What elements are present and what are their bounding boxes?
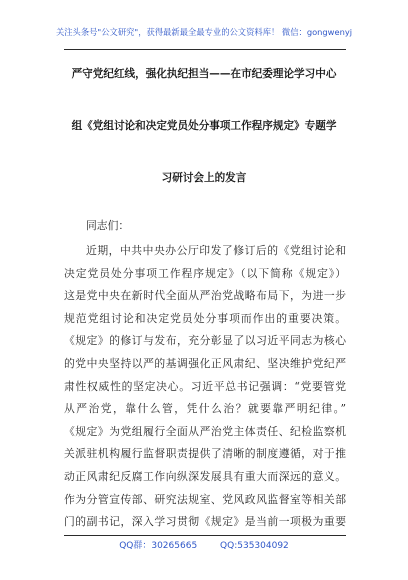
document-title-line-1: 严守党纪红线，强化执纪担当——在市纪委理论学习中心 (71, 68, 337, 80)
body-line: 的党中央坚持以严的基调强化正风肃纪、坚决维护党纪严 (64, 356, 346, 370)
body-line: 肃性权威性的坚定决心。习近平总书记强调：“党要管党 (64, 379, 346, 393)
body-line: 作为分管宣传部、研究法规室、党风政风监督室等相关部 (64, 492, 346, 506)
body-line: 从严治党，靠什么管，凭什么治？就要靠严明纪律。” (64, 402, 346, 416)
body-line: 《规定》为党组履行全面从严治党主体责任、纪检监察机 (64, 424, 346, 438)
header-divider (64, 49, 346, 50)
footer-qq-group: QQ群：30265665 (119, 541, 198, 551)
footer-qq-number: QQ:535304092 (220, 541, 289, 551)
body-line: 决定党员处分事项工作程序规定》（以下简称《规定》） (64, 266, 346, 280)
body-line: 《规定》的修订与发布，充分彰显了以习近平同志为核心 (64, 334, 346, 348)
body-line: 这是党中央在新时代全面从严治党战略布局下，为进一步 (64, 289, 346, 303)
document-title-line-3: 习研讨会上的发言 (161, 172, 247, 184)
body-line: 关派驻机构履行监督职责提供了清晰的制度遵循，对于推 (64, 447, 346, 461)
body-line: 动正风肃纪反腐工作向纵深发展具有重大而深远的意义。 (64, 469, 346, 483)
body-line: 规范党组讨论和决定党员处分事项而作出的重要决策。 (64, 311, 346, 325)
footer-divider (64, 535, 346, 536)
body-line: 门的副书记，深入学习贯彻《规定》是当前一项极为重要 (64, 515, 346, 529)
header-banner: 关注头条号"公文研究"，获得最新最全最专业的公文资料库！ 微信：gongwenyj (55, 27, 353, 37)
document-title-line-2: 组《党组讨论和决定党员处分事项工作程序规定》专题学 (71, 120, 337, 132)
body-line: 近期，中共中央办公厅印发了修订后的《党组讨论和 (86, 244, 346, 257)
salutation: 同志们： (86, 219, 130, 232)
footer-contact (0, 538, 408, 551)
body-paragraph (64, 240, 346, 534)
